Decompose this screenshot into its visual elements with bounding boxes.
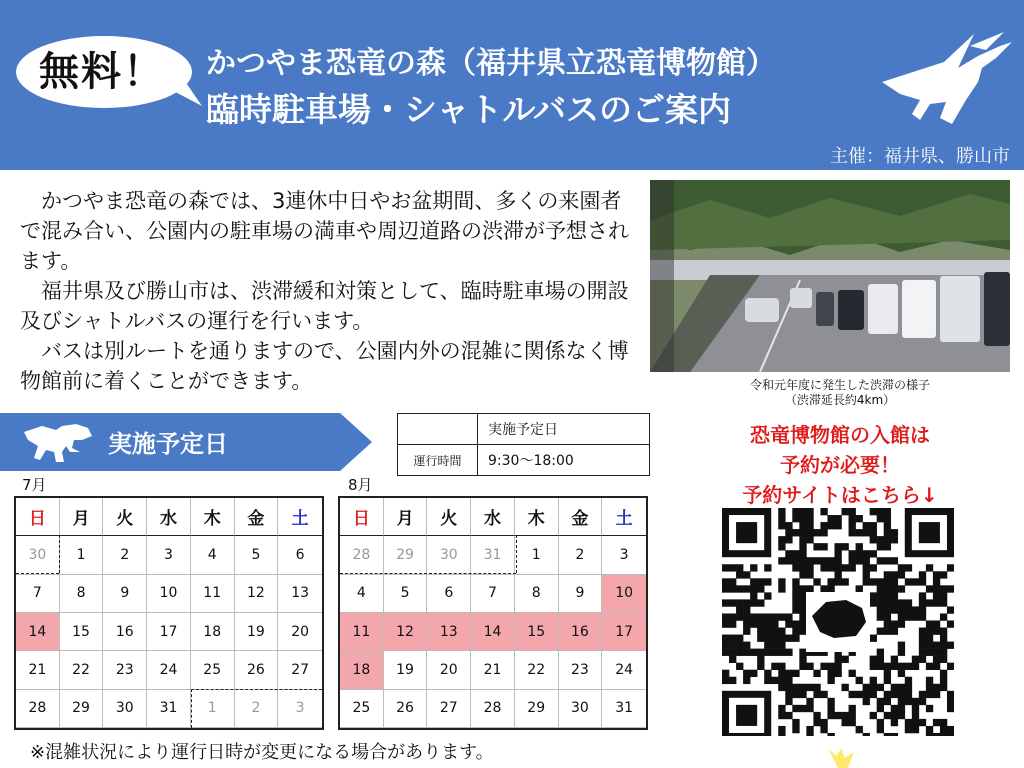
calendar-day: 30 bbox=[16, 536, 60, 574]
intro-paragraph: バスは別ルートを通りますので、公園内外の混雑に関係なく博物館前に着くことができます。 bbox=[20, 339, 629, 393]
caption-line2: （渋滞延長約4km） bbox=[784, 393, 896, 407]
calendar-day: 25 bbox=[191, 651, 235, 689]
calendar-day: 23 bbox=[559, 651, 603, 689]
calendar-day: 2 bbox=[103, 536, 147, 574]
calendar-day: 16 bbox=[103, 613, 147, 651]
calendar-day: 2 bbox=[559, 536, 603, 574]
calendar-day: 4 bbox=[340, 575, 384, 613]
hours-value: 9:30～18:00 bbox=[478, 445, 650, 476]
legend-swatch bbox=[398, 414, 478, 445]
calendar-day: 29 bbox=[515, 690, 559, 728]
qr-code-icon[interactable] bbox=[722, 508, 954, 736]
month-boundary bbox=[340, 573, 516, 574]
month-label-august: 8月 bbox=[348, 476, 373, 494]
month-boundary bbox=[191, 689, 192, 728]
calendar-day: 26 bbox=[235, 651, 279, 689]
reservation-line1: 恐竜博物館の入館は bbox=[750, 423, 930, 447]
reservation-line2: 予約が必要！ bbox=[780, 453, 900, 477]
calendar-day: 19 bbox=[384, 651, 428, 689]
calendar-day: 29 bbox=[60, 690, 104, 728]
intro-paragraph: かつやま恐竜の森では、3連休中日やお盆期間、多くの来園者で混み合い、公園内の駐車場の満車や周辺道路の渋滞が予想されます。 bbox=[20, 189, 629, 273]
calendar-day: 28 bbox=[340, 536, 384, 574]
month-boundary bbox=[516, 535, 517, 573]
calendar-day: 3 bbox=[147, 536, 191, 574]
calendar-day-service: 17 bbox=[602, 613, 646, 651]
calendar-day-service: 11 bbox=[340, 613, 384, 651]
calendar-day: 15 bbox=[60, 613, 104, 651]
calendar-day: 30 bbox=[427, 536, 471, 574]
calendar-day: 9 bbox=[559, 575, 603, 613]
reservation-line3[interactable]: 予約サイトはこちら↓ bbox=[742, 483, 938, 507]
calendar-day: 19 bbox=[235, 613, 279, 651]
weekday-header: 火 bbox=[427, 498, 471, 536]
month-boundary bbox=[16, 573, 59, 574]
calendar-day: 27 bbox=[427, 690, 471, 728]
calendar-day-service: 14 bbox=[16, 613, 60, 651]
calendar-august bbox=[338, 496, 648, 730]
weekday-header: 日 bbox=[16, 498, 60, 536]
calendar-day: 28 bbox=[471, 690, 515, 728]
calendar-day: 25 bbox=[340, 690, 384, 728]
weekday-header: 水 bbox=[147, 498, 191, 536]
calendar-day: 21 bbox=[16, 651, 60, 689]
calendar-day-service: 14 bbox=[471, 613, 515, 651]
calendar-day: 20 bbox=[427, 651, 471, 689]
calendar-day: 1 bbox=[60, 536, 104, 574]
calendar-day: 10 bbox=[147, 575, 191, 613]
intro-paragraph: 福井県及び勝山市は、渋滞緩和対策として、臨時駐車場の開設及びシャトルバスの運行を行います。 bbox=[20, 279, 629, 333]
calendar-day: 3 bbox=[602, 536, 646, 574]
calendar-day: 9 bbox=[103, 575, 147, 613]
calendar-day: 13 bbox=[278, 575, 322, 613]
calendar-day: 31 bbox=[471, 536, 515, 574]
calendar-day: 5 bbox=[384, 575, 428, 613]
calendar-day: 26 bbox=[384, 690, 428, 728]
free-badge: 無料！ bbox=[39, 49, 165, 95]
hours-label: 運行時間 bbox=[398, 445, 478, 476]
calendar-day: 31 bbox=[602, 690, 646, 728]
calendar-day: 22 bbox=[515, 651, 559, 689]
calendar-day: 4 bbox=[191, 536, 235, 574]
calendar-day: 11 bbox=[191, 575, 235, 613]
calendar-day-service: 16 bbox=[559, 613, 603, 651]
month-label-july: 7月 bbox=[22, 476, 47, 494]
weekday-header: 木 bbox=[515, 498, 559, 536]
calendar-day: 5 bbox=[235, 536, 279, 574]
calendar-day: 31 bbox=[147, 690, 191, 728]
calendar-day: 18 bbox=[191, 613, 235, 651]
tyrannosaurus-icon bbox=[22, 418, 96, 464]
calendar-day: 7 bbox=[16, 575, 60, 613]
calendar-day: 22 bbox=[60, 651, 104, 689]
calendar-day-service: 12 bbox=[384, 613, 428, 651]
calendar-day: 28 bbox=[16, 690, 60, 728]
calendar-day: 6 bbox=[278, 536, 322, 574]
page-title-line1: かつやま恐竜の森（福井県立恐竜博物館） bbox=[206, 46, 776, 81]
calendar-day: 24 bbox=[147, 651, 191, 689]
calendar-day: 3 bbox=[278, 690, 322, 728]
calendar-day: 29 bbox=[384, 536, 428, 574]
weekday-header: 日 bbox=[340, 498, 384, 536]
schedule-title: 実施予定日 bbox=[108, 430, 228, 458]
calendar-day: 1 bbox=[515, 536, 559, 574]
calendar-day-service: 15 bbox=[515, 613, 559, 651]
weekday-header: 水 bbox=[471, 498, 515, 536]
calendar-day: 6 bbox=[427, 575, 471, 613]
calendar-day: 21 bbox=[471, 651, 515, 689]
weekday-header: 土 bbox=[602, 498, 646, 536]
weekday-header: 月 bbox=[384, 498, 428, 536]
calendar-day: 23 bbox=[103, 651, 147, 689]
calendar-day: 20 bbox=[278, 613, 322, 651]
weekday-header: 月 bbox=[60, 498, 104, 536]
calendar-day: 2 bbox=[235, 690, 279, 728]
calendar-day: 30 bbox=[103, 690, 147, 728]
calendar-day: 30 bbox=[559, 690, 603, 728]
calendar-day: 24 bbox=[602, 651, 646, 689]
calendar-day: 8 bbox=[515, 575, 559, 613]
calendar-day-service: 18 bbox=[340, 651, 384, 689]
legend-label: 実施予定日 bbox=[478, 414, 650, 445]
header-band bbox=[0, 0, 1024, 170]
month-boundary bbox=[59, 535, 60, 573]
calendar-july bbox=[14, 496, 324, 730]
schedule-legend-table bbox=[397, 413, 650, 476]
reservation-notice bbox=[712, 420, 968, 510]
photo-caption bbox=[650, 378, 1024, 408]
calendar-day: 1 bbox=[191, 690, 235, 728]
calendar-day: 17 bbox=[147, 613, 191, 651]
calendar-day: 8 bbox=[60, 575, 104, 613]
calendar-day: 12 bbox=[235, 575, 279, 613]
calendar-day: 27 bbox=[278, 651, 322, 689]
organizer-label: 主催：福井県、勝山市 bbox=[830, 146, 1010, 167]
weekday-header: 木 bbox=[191, 498, 235, 536]
caption-line1: 令和元年度に発生した渋滞の様子 bbox=[749, 378, 930, 392]
calendar-day-service: 13 bbox=[427, 613, 471, 651]
weekday-header: 金 bbox=[559, 498, 603, 536]
month-boundary bbox=[191, 689, 322, 690]
pterosaur-icon bbox=[874, 28, 1014, 132]
page-title-line2: 臨時駐車場・シャトルバスのご案内 bbox=[206, 90, 732, 129]
weekday-header: 土 bbox=[278, 498, 322, 536]
sun-decoration bbox=[808, 748, 868, 768]
traffic-jam-photo bbox=[650, 180, 1010, 372]
intro-text bbox=[20, 186, 632, 396]
calendar-day: 7 bbox=[471, 575, 515, 613]
weekday-header: 火 bbox=[103, 498, 147, 536]
change-notice: ※混雑状況により運行日時が変更になる場合があります。 bbox=[30, 742, 494, 763]
calendar-day-service: 10 bbox=[602, 575, 646, 613]
weekday-header: 金 bbox=[235, 498, 279, 536]
